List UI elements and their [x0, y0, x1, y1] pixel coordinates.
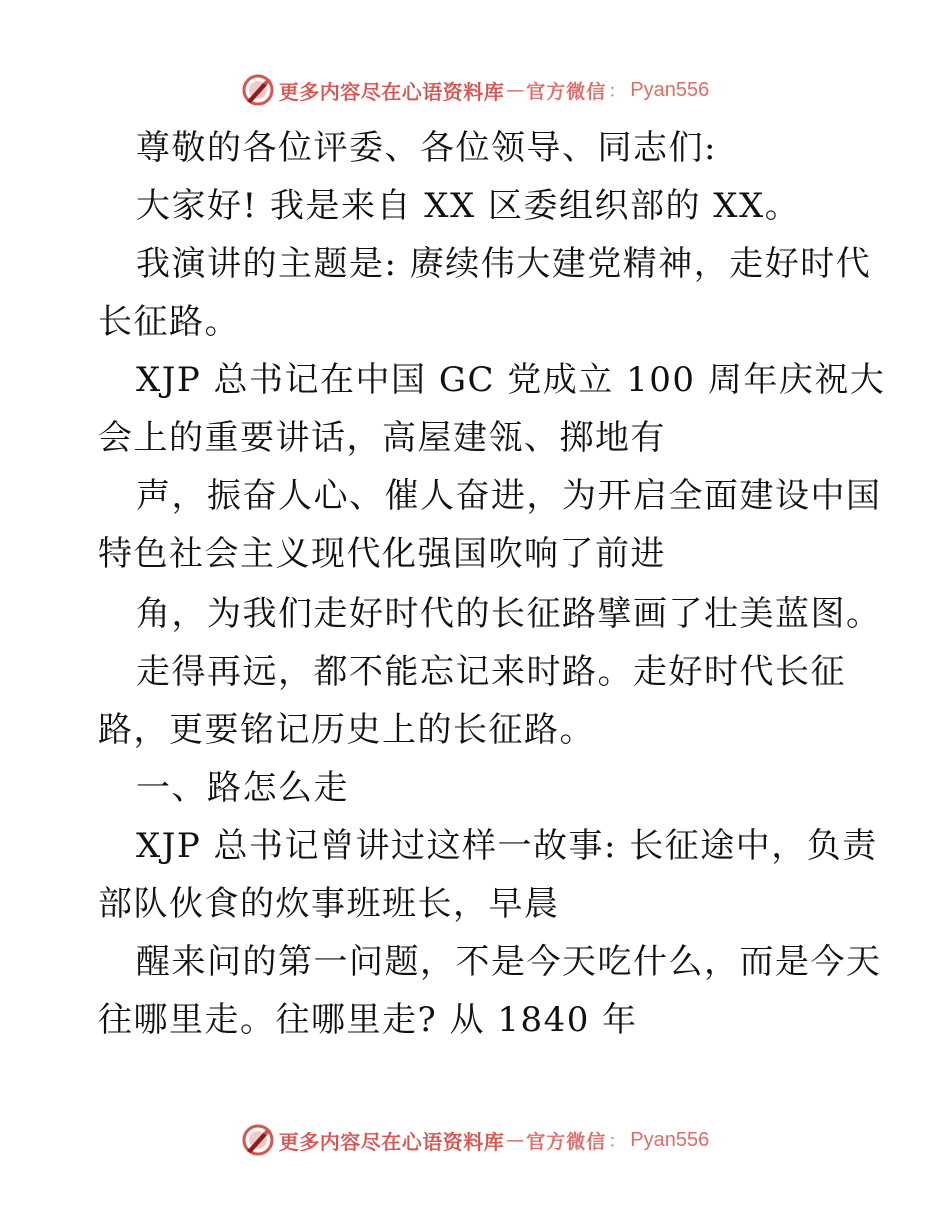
watermark-wechat-id: Pyan556 — [630, 1128, 710, 1151]
red-pen-circle-logo-icon — [241, 1123, 275, 1157]
text-line: 路，更要铭记历史上的长征路。 — [98, 710, 595, 750]
text-line: 会上的重要讲话，高屋建瓴、掷地有 — [98, 418, 666, 458]
text-line: 我演讲的主题是: 赓续伟大建党精神，走好时代 — [136, 244, 872, 284]
watermark-colon: ： — [608, 1131, 627, 1152]
watermark-wechat-id: Pyan556 — [630, 78, 710, 101]
red-pen-circle-logo-icon — [241, 73, 275, 107]
section-heading: 一、路怎么走 — [136, 768, 349, 808]
watermark-colon: ： — [608, 81, 627, 102]
text-line: 往哪里走。往哪里走? 从 1840 年 — [98, 1000, 638, 1040]
text-line: 尊敬的各位评委、各位领导、同志们: — [136, 128, 717, 168]
watermark-brand-text: 更多内容尽在心语资料库 — [278, 79, 505, 104]
text-line: 长征路。 — [98, 302, 240, 342]
watermark-separator: — — [506, 1129, 525, 1151]
text-line: 部队伙食的炊事班班长，早晨 — [98, 884, 560, 924]
text-line: XJP 总书记曾讲过这样一故事: 长征途中，负责 — [136, 826, 878, 866]
text-line: XJP 总书记在中国 GC 党成立 100 周年庆祝大 — [136, 360, 886, 400]
text-line: 声，振奋人心、催人奋进，为开启全面建设中国 — [136, 476, 882, 516]
watermark-wechat-label: 官方微信 — [526, 80, 607, 103]
watermark-banner-bottom — [0, 1120, 950, 1160]
text-line: 特色社会主义现代化强国吹响了前进 — [98, 534, 666, 574]
text-line: 大家好! 我是来自 XX 区委组织部的 XX。 — [136, 186, 801, 226]
watermark-separator: — — [506, 79, 525, 101]
text-line: 醒来问的第一问题，不是今天吃什么，而是今天 — [136, 942, 882, 982]
watermark-wechat-label: 官方微信 — [526, 1130, 607, 1153]
watermark-brand-text: 更多内容尽在心语资料库 — [278, 1129, 505, 1154]
text-line: 走得再远，都不能忘记来时路。走好时代长征 — [136, 652, 846, 692]
text-line: 角，为我们走好时代的长征路擘画了壮美蓝图。 — [136, 594, 882, 634]
watermark-banner-top — [0, 70, 950, 110]
